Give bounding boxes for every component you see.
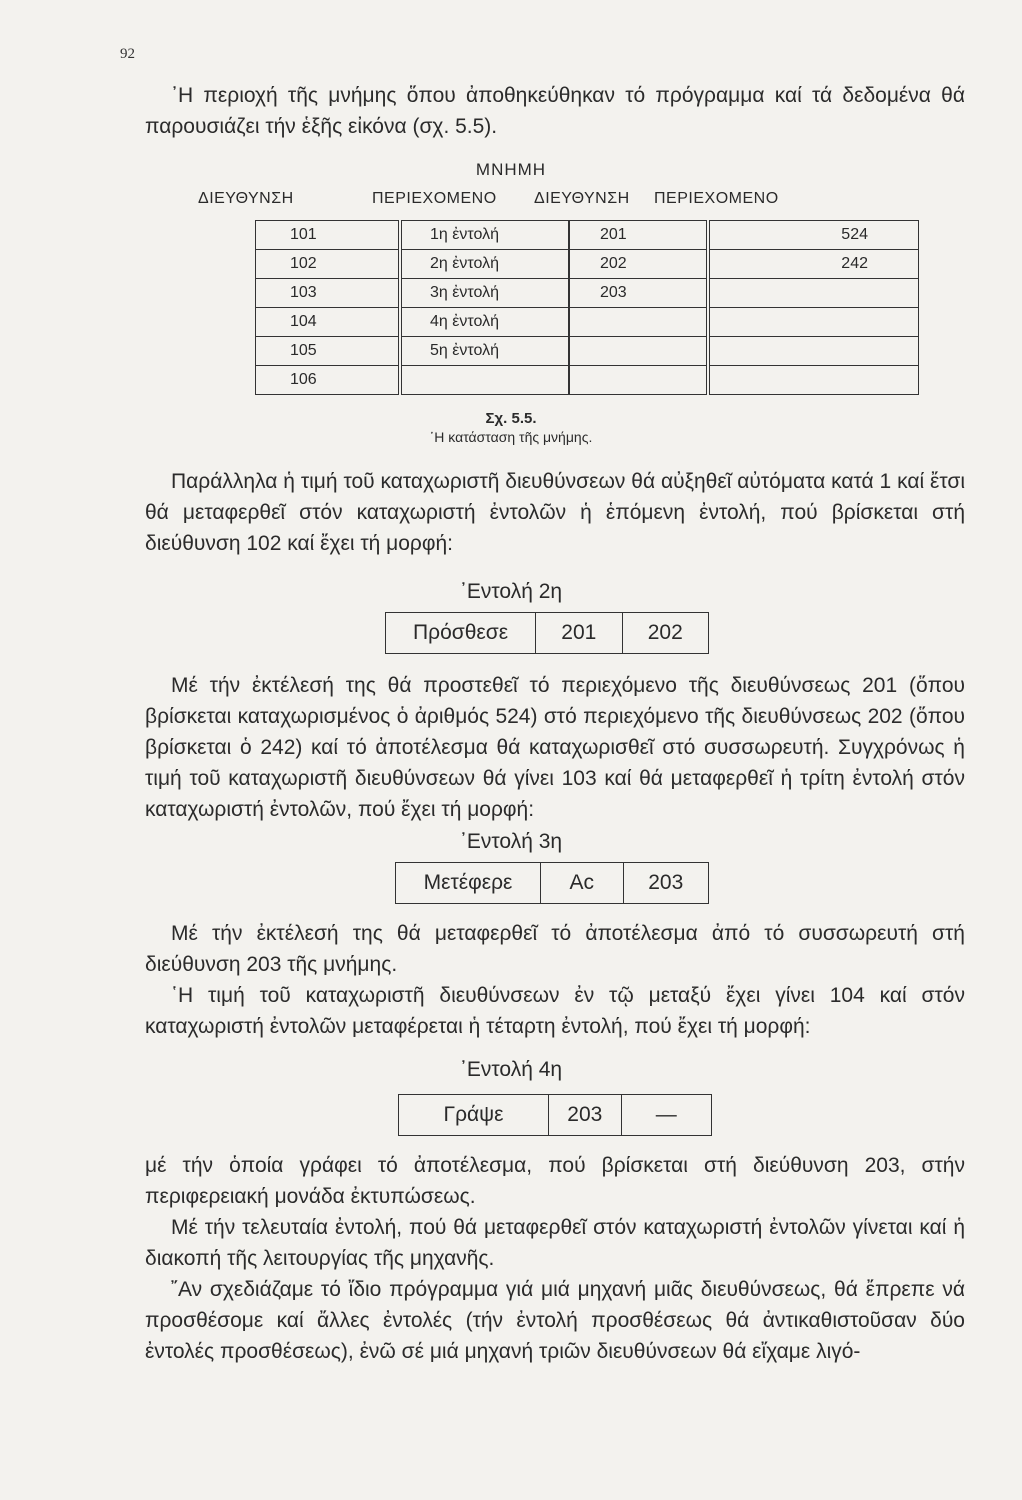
address-cell: 101 xyxy=(256,221,401,250)
caption-label: Σχ. 5.5. xyxy=(485,410,537,427)
address-cell: 203 xyxy=(569,279,708,308)
paragraph-7: ῎Αν σχεδιάζαμε τό ἴδιο πρόγραμμα γιά μιά μηχανή μιᾶς διευθύνσεως, θά ἔπρεπε νά προσθέσομε καί ἄλλες ἐντολές (τήν ἐντολή προσθέσεως θά ἀντικαθιστοῦσαν δύο ἐντολές προσθέσεως), ἐνῶ σέ μιά μηχανή τριῶν διευθύνσεων θά εἴχαμε λιγό- xyxy=(145,1278,965,1363)
instruction-4-box xyxy=(398,1094,712,1136)
header-address-1: ΔΙΕΥΘΥΝΣΗ xyxy=(198,190,294,207)
memory-table-headers xyxy=(0,190,1022,216)
intro-paragraph: ᾿Η περιοχή τῆς μνήμης ὅπου ἀποθηκεύθηκαν τό πρόγραμμα καί τά δεδομένα θά παρουσιάζει τήν ἑξῆς εἰκόνα (σχ. 5.5). xyxy=(145,84,965,138)
header-content-1: ΠΕΡΙΕΧΟΜΕΝΟ xyxy=(372,190,497,207)
address-cell: 102 xyxy=(256,250,401,279)
address-cell: 104 xyxy=(256,308,401,337)
content-cell: 2η ἐντολή xyxy=(400,250,569,279)
content-cell: 524 xyxy=(708,221,919,250)
instruction-4-title: ᾿Εντολή 4η xyxy=(459,1058,563,1081)
address-cell: 201 xyxy=(569,221,708,250)
table-row xyxy=(256,221,919,250)
address-cell: 103 xyxy=(256,279,401,308)
instruction-2-title: ᾿Εντολή 2η xyxy=(459,580,563,603)
paragraph-4: ῾Η τιμή τοῦ καταχωριστῆ διευθύνσεων ἐν τῷ μεταξύ ἔχει γίνει 104 καί στόν καταχωριστή ἐντολῶν μεταφέρεται ἡ τέταρτη ἐντολή, πού ἔχει τή μορφή: xyxy=(145,984,965,1038)
content-cell: 3η ἐντολή xyxy=(400,279,569,308)
operand-cell: 203 xyxy=(623,863,708,903)
instruction-3-title: ᾿Εντολή 3η xyxy=(459,830,563,853)
table-row xyxy=(256,250,919,279)
table-row xyxy=(256,279,919,308)
page-number: 92 xyxy=(120,46,135,62)
instruction-3-box xyxy=(395,862,709,904)
caption-text: ῾Η κατάσταση τῆς μνήμης. xyxy=(429,429,593,445)
content-cell: 4η ἐντολή xyxy=(400,308,569,337)
address-cell: 202 xyxy=(569,250,708,279)
content-cell: 1η ἐντολή xyxy=(400,221,569,250)
paragraph-5: μέ τήν ὁποία γράφει τό ἀποτέλεσμα, πού βρίσκεται στή διεύθυνση 203, στήν περιφερειακή μονάδα ἐκτυπώσεως. xyxy=(145,1154,965,1208)
paragraph-3: Μέ τήν ἐκτέλεσή της θά μεταφερθεῖ τό ἀποτέλεσμα ἀπό τό συσσωρευτή στή διεύθυνση 203 τῆς μνήμης. xyxy=(145,922,965,976)
content-cell xyxy=(708,308,919,337)
table-row xyxy=(256,337,919,366)
operand-cell: Ac xyxy=(540,863,622,903)
operand-cell: 203 xyxy=(548,1095,621,1135)
content-cell: 5η ἐντολή xyxy=(400,337,569,366)
opcode-cell: Πρόσθεσε xyxy=(412,621,509,644)
table-row xyxy=(256,366,919,395)
content-cell xyxy=(708,279,919,308)
table-row xyxy=(256,308,919,337)
operand-cell: 201 xyxy=(535,613,621,653)
address-cell xyxy=(569,308,708,337)
paragraph-1: Παράλληλα ἡ τιμή τοῦ καταχωριστῆ διευθύνσεων θά αὐξηθεῖ αὐτόματα κατά 1 καί ἔτσι θά μεταφερθεῖ στόν καταχωριστή ἐντολῶν ἡ ἑπόμενη ἐντολή, πού βρίσκεται στή διεύθυνση 102 καί ἔχει τή μορφή: xyxy=(145,470,965,555)
content-cell xyxy=(400,366,569,395)
memory-figure-title: ΜΝΗΜΗ xyxy=(475,160,547,179)
memory-table xyxy=(255,220,919,395)
figure-caption xyxy=(0,410,1022,445)
address-cell xyxy=(569,337,708,366)
address-cell: 105 xyxy=(256,337,401,366)
address-cell: 106 xyxy=(256,366,401,395)
paragraph-2: Μέ τήν ἐκτέλεσή της θά προστεθεῖ τό περιεχόμενο τῆς διευθύνσεως 201 (ὅπου βρίσκεται καταχωρισμένος ὁ ἀριθμός 524) στό περιεχόμενο τῆς διευθύνσεως 202 (ὅπου βρίσκεται ὁ 242) καί τό ἀποτέλεσμα θά καταχωρισθεῖ στό συσσωρευτή. Συγχρόνως ἡ τιμή τοῦ καταχωριστῆ διευθύνσεων θά γίνει 103 καί θά μεταφερθεῖ ἡ τρίτη ἐντολή στόν καταχωριστή ἐντολῶν, πού ἔχει τή μορφή: xyxy=(145,674,965,821)
content-cell: 242 xyxy=(708,250,919,279)
opcode-cell: Μετέφερε xyxy=(423,871,513,894)
operand-cell: 202 xyxy=(622,613,708,653)
content-cell xyxy=(708,366,919,395)
opcode-cell: Γράψε xyxy=(443,1103,504,1126)
paragraph-6: Μέ τήν τελευταία ἐντολή, πού θά μεταφερθεῖ στόν καταχωριστή ἐντολῶν γίνεται καί ἡ διακοπή τῆς λειτουργίας τῆς μηχανῆς. xyxy=(145,1216,965,1270)
header-address-2: ΔΙΕΥΘΥΝΣΗ xyxy=(534,190,630,207)
instruction-2-box xyxy=(385,612,709,654)
content-cell xyxy=(708,337,919,366)
header-content-2: ΠΕΡΙΕΧΟΜΕΝΟ xyxy=(654,190,779,207)
operand-cell: — xyxy=(621,1095,711,1135)
address-cell xyxy=(569,366,708,395)
